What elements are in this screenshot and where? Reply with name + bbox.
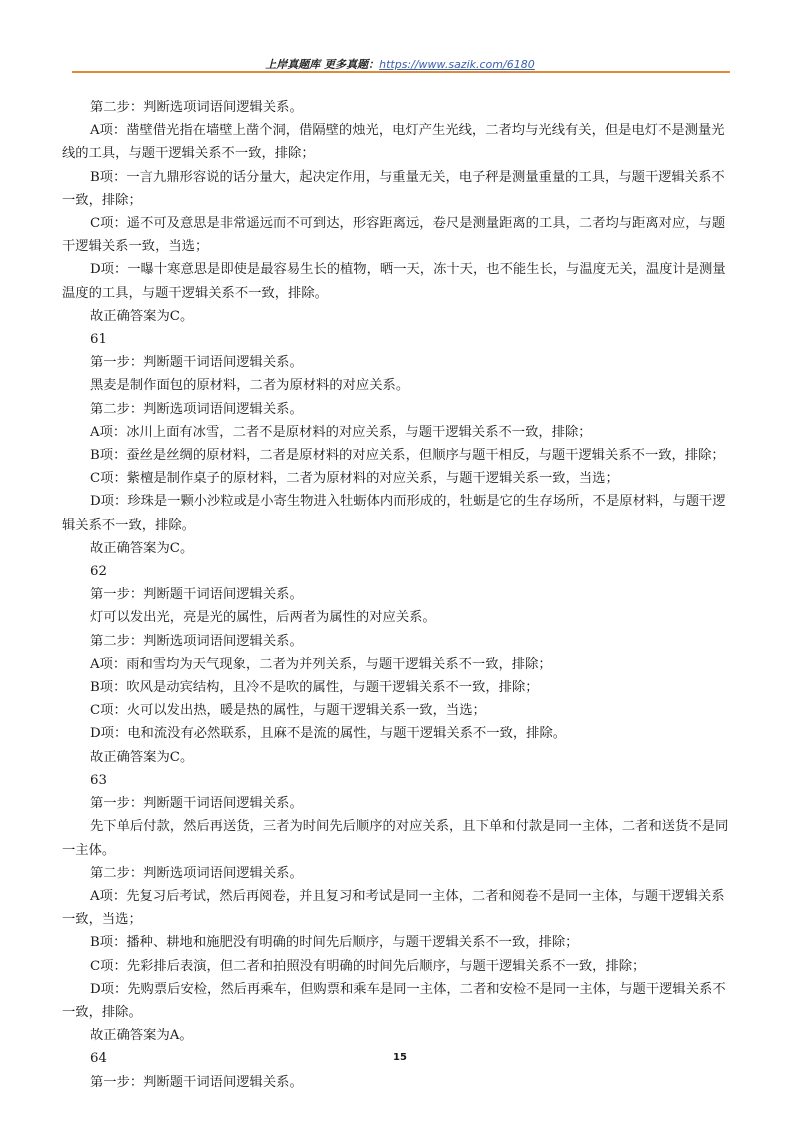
question-number: 64	[90, 1051, 107, 1067]
page-header	[0, 56, 800, 72]
question-number: 62	[90, 564, 107, 580]
answer-line: 故正确答案为C。	[90, 749, 194, 765]
paragraph: 第一步：判断题干词语间逻辑关系。	[90, 355, 303, 371]
paragraph: 黑麦是制作面包的原材料，二者为原材料的对应关系。	[90, 378, 410, 394]
paragraph: C项：先彩排后表演，但二者和拍照没有明确的时间先后顺序，与题干逻辑关系不一致，排除；	[90, 958, 646, 974]
paragraph: 先下单后付款，然后再送货，三者为时间先后顺序的对应关系，且下单和付款是同一主体，二者和送货不是同一主体。	[62, 819, 729, 858]
paragraph: B项：播种、耕地和施肥没有明确的时间先后顺序，与题干逻辑关系不一致，排除；	[90, 935, 579, 951]
answer-line: 故正确答案为A。	[90, 1028, 193, 1044]
paragraph: 第一步：判断题干词语间逻辑关系。	[90, 1074, 303, 1090]
paragraph: 第二步：判断选项词语间逻辑关系。	[90, 633, 303, 649]
paragraph: C项：火可以发出热，暖是热的属性，与题干逻辑关系一致，当选；	[90, 703, 486, 719]
header-link[interactable]: https://www.sazik.com/6180	[379, 58, 535, 71]
paragraph: A项：先复习后考试，然后再阅卷，并且复习和考试是同一主体，二者和阅卷不是同一主体，与题干逻辑关系一致，当选；	[62, 888, 725, 928]
paragraph: 第二步：判断选项词语间逻辑关系。	[90, 865, 303, 881]
paragraph: 第二步：判断选项词语间逻辑关系。	[90, 401, 303, 417]
paragraph: C项：紫檀是制作桌子的原材料，二者为原材料的对应关系，与题干逻辑关系一致，当选；	[90, 471, 619, 487]
paragraph: 第二步：判断选项词语间逻辑关系。	[90, 100, 303, 115]
paragraph: A项：冰川上面有冰雪，二者不是原材料的对应关系，与题干逻辑关系不一致，排除；	[90, 424, 592, 440]
paragraph: D项：珍珠是一颗小沙粒或是小寄生物进入牡蛎体内而形成的，牡蛎是它的生存场所，不是原材料，与题干逻辑关系不一致，排除。	[62, 494, 726, 533]
paragraph: B项：吹风是动宾结构，且冷不是吹的属性，与题干逻辑关系不一致，排除；	[90, 680, 539, 696]
answer-line: 故正确答案为C。	[90, 308, 194, 324]
paragraph: D项：一曝十寒意思是即使是最容易生长的植物，晒一天，冻十天，也不能生长，与温度无关，温度计是测量温度的工具，与题干逻辑关系不一致，排除。	[62, 262, 726, 301]
paragraph: B项：一言九鼎形容说的话分量大，起决定作用，与重量无关，电子秤是测量重量的工具，与题干逻辑关系不一致，排除；	[62, 169, 725, 208]
document-body	[62, 96, 734, 1094]
paragraph: 第一步：判断题干词语间逻辑关系。	[90, 796, 303, 812]
paragraph: 第一步：判断题干词语间逻辑关系。	[90, 587, 303, 603]
paragraph: C项：遥不可及意思是非常遥远而不可到达，形容距离远，卷尺是测量距离的工具，二者均与距离对应，与题干逻辑关系一致，当选；	[62, 216, 726, 255]
page-number: 15	[393, 1052, 407, 1063]
answer-line: 故正确答案为C。	[90, 540, 194, 556]
question-number: 63	[90, 772, 107, 788]
paragraph: D项：电和流没有必然联系，且麻不是流的属性，与题干逻辑关系不一致，排除。	[90, 726, 567, 742]
header-divider	[72, 71, 730, 73]
paragraph: 灯可以发出光，亮是光的属性，后两者为属性的对应关系。	[90, 610, 436, 626]
header-prefix: 上岸真题库 更多真题：	[265, 58, 380, 71]
paragraph: A项：凿壁借光指在墙壁上凿个洞，借隔壁的烛光，电灯产生光线，二者均与光线有关，但是电灯不是测量光线的工具，与题干逻辑关系不一致，排除；	[62, 123, 725, 162]
question-number: 61	[90, 332, 107, 348]
paragraph: A项：雨和雪均为天气现象，二者为并列关系，与题干逻辑关系不一致，排除；	[90, 656, 552, 672]
paragraph: D项：先购票后安检，然后再乘车，但购票和乘车是同一主体，二者和安检不是同一主体，与题干逻辑关系不一致，排除。	[62, 981, 726, 1020]
paragraph: B项：蚕丝是丝绸的原材料，二者是原材料的对应关系，但顺序与题干相反，与题干逻辑关系不一致，排除；	[90, 448, 725, 464]
